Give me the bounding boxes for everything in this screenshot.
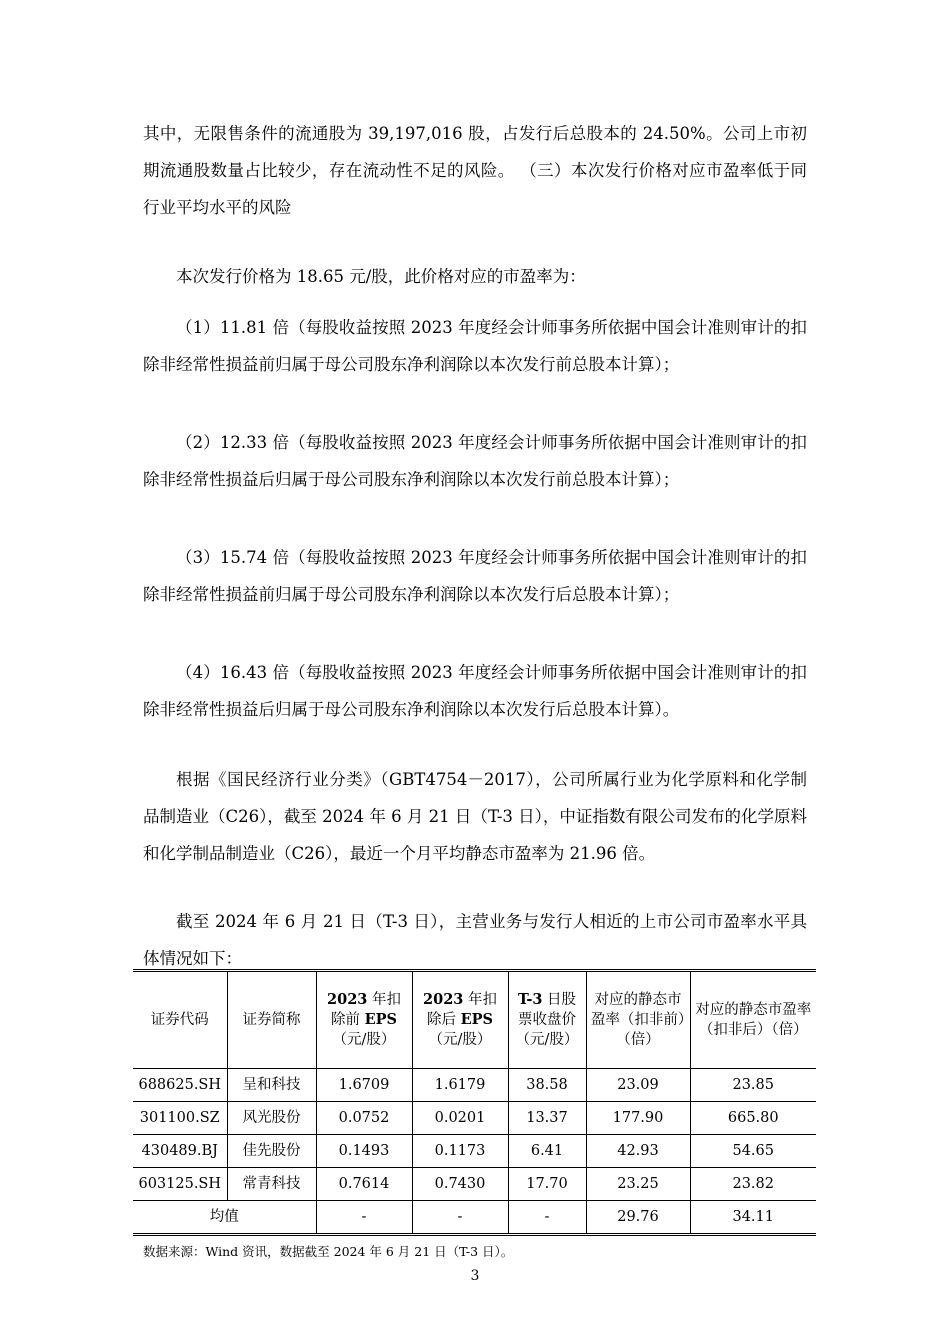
cell-eps-post: 0.0201 — [412, 1102, 508, 1135]
cell-close: 13.37 — [508, 1102, 586, 1135]
cell-pe-post: 23.82 — [690, 1168, 816, 1201]
cell-avg-pe-pre: 29.76 — [586, 1201, 690, 1235]
cell-avg-pe-post: 34.11 — [690, 1201, 816, 1235]
page-number: 3 — [470, 1268, 480, 1284]
cell-name: 风光股份 — [227, 1102, 316, 1135]
cell-eps-pre: 0.1493 — [316, 1135, 412, 1168]
paragraph-industry: 根据《国民经济行业分类》（GBT4754－2017），公司所属行业为化学原料和化学制品制造业（C26），截至 2024 年 6 月 21 日（T-3 日），中证指数有限公司发布的化学原料和化学制品制造业（C26），最近一个月平均静态市盈率为 21.96 倍。 — [143, 770, 807, 863]
cell-name: 佳先股份 — [227, 1135, 316, 1168]
section-heading: （三）本次发行价格对应市盈率低于同行业平均水平的风险 — [143, 161, 808, 217]
header-close-price: T-3 日股票收盘价（元/股） — [508, 971, 586, 1069]
cell-close: 38.58 — [508, 1069, 586, 1102]
liquidity-text: 其中，无限售条件的流通股为 39,197,016 股，占发行后总股本的 24.50%。公司上市初期流通股数量占比较少，存在流动性不足的风险。 — [143, 124, 807, 180]
table-row — [133, 1102, 816, 1135]
paragraph-comparables: 截至 2024 年 6 月 21 日（T-3 日），主营业务与发行人相近的上市公司市盈率水平具体情况如下： — [143, 912, 807, 968]
header-pe-pre: 对应的静态市盈率（扣非前）（倍） — [586, 971, 690, 1069]
table-row — [133, 1069, 816, 1102]
table-average-row — [133, 1201, 816, 1235]
pe-item-4: （4）16.43 倍（每股收益按照 2023 年度经会计师事务所依据中国会计准则审计的扣除非经常性损益后归属于母公司股东净利润除以本次发行后总股本计算）。 — [143, 663, 807, 719]
table-row — [133, 1168, 816, 1201]
comparable-companies-table — [133, 969, 816, 1236]
cell-pe-pre: 177.90 — [586, 1102, 690, 1135]
cell-name: 常青科技 — [227, 1168, 316, 1201]
cell-eps-pre: 0.0752 — [316, 1102, 412, 1135]
cell-pe-post: 23.85 — [690, 1069, 816, 1102]
cell-name: 呈和科技 — [227, 1069, 316, 1102]
cell-eps-post: 1.6179 — [412, 1069, 508, 1102]
header-eps-post: 2023 年扣除后 EPS（元/股） — [412, 971, 508, 1069]
pe-item-1: （1）11.81 倍（每股收益按照 2023 年度经会计师事务所依据中国会计准则审计的扣除非经常性损益前归属于母公司股东净利润除以本次发行前总股本计算）； — [143, 318, 807, 374]
table-header-row — [133, 971, 816, 1069]
cell-pe-pre: 42.93 — [586, 1135, 690, 1168]
cell-avg-eps-pre: - — [316, 1201, 412, 1235]
cell-code: 430489.BJ — [133, 1135, 227, 1168]
cell-code: 688625.SH — [133, 1069, 227, 1102]
pe-item-2: （2）12.33 倍（每股收益按照 2023 年度经会计师事务所依据中国会计准则审计的扣除非经常性损益后归属于母公司股东净利润除以本次发行前总股本计算）； — [143, 433, 807, 489]
cell-average-label: 均值 — [133, 1201, 316, 1235]
cell-code: 301100.SZ — [133, 1102, 227, 1135]
cell-pe-post: 665.80 — [690, 1102, 816, 1135]
paragraph-issue-price: 本次发行价格为 18.65 元/股，此价格对应的市盈率为： — [176, 267, 586, 286]
header-pe-post: 对应的静态市盈率（扣非后）（倍） — [690, 971, 816, 1069]
cell-close: 6.41 — [508, 1135, 586, 1168]
cell-pe-post: 54.65 — [690, 1135, 816, 1168]
pe-item-3: （3）15.74 倍（每股收益按照 2023 年度经会计师事务所依据中国会计准则审计的扣除非经常性损益前归属于母公司股东净利润除以本次发行后总股本计算）； — [143, 548, 807, 604]
cell-eps-pre: 1.6709 — [316, 1069, 412, 1102]
header-eps-pre: 2023 年扣除前 EPS（元/股） — [316, 971, 412, 1069]
cell-eps-post: 0.1173 — [412, 1135, 508, 1168]
cell-avg-eps-post: - — [412, 1201, 508, 1235]
cell-eps-pre: 0.7614 — [316, 1168, 412, 1201]
header-name: 证券简称 — [227, 971, 316, 1069]
paragraph-liquidity — [143, 115, 807, 226]
header-code: 证券代码 — [133, 971, 227, 1069]
cell-pe-pre: 23.25 — [586, 1168, 690, 1201]
cell-pe-pre: 23.09 — [586, 1069, 690, 1102]
data-source-note: 数据来源：Wind 资讯，数据截至 2024 年 6 月 21 日（T-3 日）。 — [143, 1244, 514, 1259]
cell-close: 17.70 — [508, 1168, 586, 1201]
table-row — [133, 1135, 816, 1168]
cell-eps-post: 0.7430 — [412, 1168, 508, 1201]
cell-avg-close: - — [508, 1201, 586, 1235]
cell-code: 603125.SH — [133, 1168, 227, 1201]
